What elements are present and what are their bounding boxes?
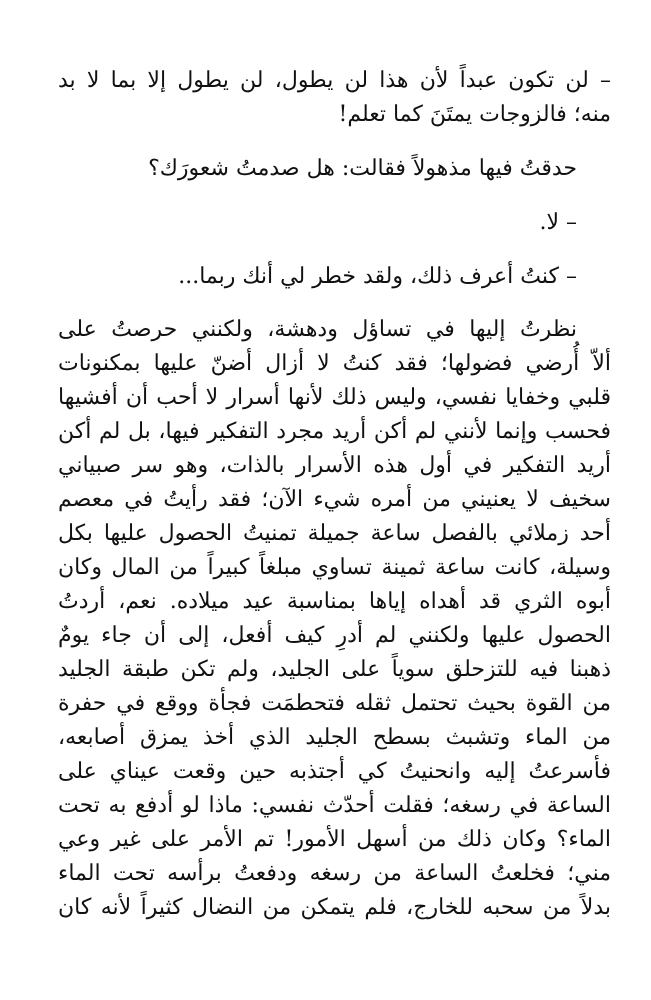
text-line: ذهبنا فيه للتزحلق سوياً على الجليد، ولم تكن طبقة الجليد [58, 657, 611, 682]
text-line: الحصول عليها ولكنني لم أدرِ كيف أفعل، إلى أن جاء يومٌ [58, 623, 611, 648]
text-line: مني؛ فخلعتُ الساعة من رسغه ودفعتُ برأسه تحت الماء [58, 861, 611, 886]
text-line: فأسرعتُ إليه وانحنيتُ كي أجتذبه حين وقعت عيناي على [58, 759, 611, 784]
text-line: ألاّ أُرضي فضولها؛ فقد كنتُ لا أزال أضنّ عليها بمكنونات [58, 351, 611, 376]
text-line: قلبي وخفايا نفسي، وليس ذلك لأنها أسرار لا أحب أن أفشيها [58, 385, 611, 410]
text-line: أريد التفكير في أول هذه الأسرار بالذات، وهو سر صبياني [58, 453, 611, 478]
text-line: وسيلة، كانت ساعة ثمينة تساوي مبلغاً كبيراً من المال وكان [58, 555, 611, 580]
text-line: أحد زملائي بالفصل ساعة جميلة تمنيتُ الحصول عليها بكل [58, 521, 611, 546]
text-line: الماء؟ وكان ذلك من أسهل الأمور! تم الأمر على غير وعي [58, 827, 611, 852]
text-line: منه؛ فالزوجات يمتَنَ كما تعلم! [338, 102, 611, 127]
text-line: من القوة بحيث تحتمل ثقله فتحطمَت فجأة ووقع في حفرة [58, 691, 611, 716]
text-line: من الماء وتشبث بسطح الجليد الذي أخذ يمزق أصابعه، [58, 725, 611, 750]
text-line: – لن تكون عبداً لأن هذا لن يطول، لن يطول إلا بما لا بد [58, 68, 611, 93]
text-line: نظرتُ إليها في تساؤل ودهشة، ولكنني حرصتُ على [58, 317, 577, 342]
text-line: فحسب وإنما لأنني لم أكن أريد مجرد التفكير فيها، بل لم أكن [58, 419, 611, 444]
text-line: أبوه الثري قد أهداه إياها بمناسبة عيد ميلاده. نعم، أردتُ [58, 589, 611, 614]
text-line: سخيف لا يعنيني من أمره شيء الآن؛ فقد رأيتُ في معصم [58, 487, 611, 512]
text-line: حدقتُ فيها مذهولاً فقالت: هل صدمتُ شعورَك؟ [148, 156, 577, 181]
text-line: – كنتُ أعرف ذلك، ولقد خطر لي أنك ربما... [178, 264, 577, 289]
text-line: – لا. [539, 210, 577, 235]
text-line: الساعة في رسغه؛ فقلت أحدّث نفسي: ماذا لو أدفع به تحت [58, 793, 611, 818]
text-line: بدلاً من سحبه للخارج، فلم يتمكن من النضال كثيراً لأنه كان [58, 895, 611, 920]
